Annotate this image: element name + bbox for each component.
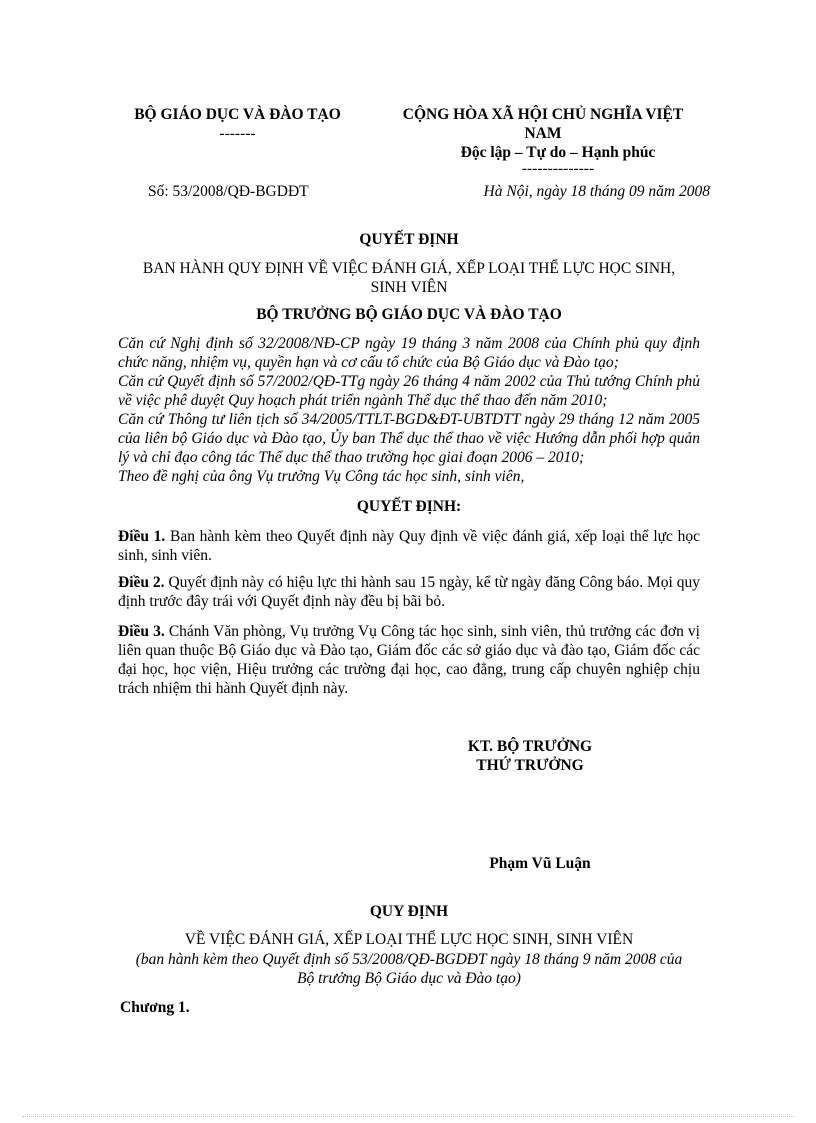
ministry-rule: -------	[219, 125, 256, 142]
preamble	[118, 334, 700, 486]
preamble-clause: Theo đề nghị của ông Vụ trưởng Vụ Công tác học sinh, sinh viên,	[118, 468, 525, 485]
article-text: Chánh Văn phòng, Vụ trưởng Vụ Công tác học sinh, sinh viên, thủ trưởng các đơn vị liên quan thuộc Bộ Giáo dục và Đào tạo, Giám đốc các sở giáo dục và đào tạo, Giám đốc các đại học, học viện, Hiệu trưởng các trường đại học, cao đẳng, trung cấp chuyên nghiệp chịu trách nhiệm thi hành Quyết định này.	[118, 623, 700, 697]
regulation-note-line2: Bộ trưởng Bộ Giáo dục và Đào tạo)	[297, 970, 521, 987]
signer-name: Phạm Vũ Luận	[489, 855, 591, 872]
decision-subject	[118, 259, 700, 297]
republic-name-line2: NAM	[524, 125, 562, 142]
decision-title: QUYẾT ĐỊNH	[359, 231, 459, 248]
decision-subject-line1: BAN HÀNH QUY ĐỊNH VỀ VIỆC ĐÁNH GIÁ, XẾP LOẠI THỂ LỰC HỌC SINH,	[142, 260, 676, 277]
preamble-clause: Căn cứ Nghị định số 32/2008/NĐ-CP ngày 19 tháng 3 năm 2008 của Chính phủ quy định chức năng, nhiệm vụ, quyền hạn và cơ cấu tổ chức của Bộ Giáo dục và Đào tạo;	[118, 335, 700, 371]
regulation-note	[118, 950, 700, 988]
signature-title-line2: THỨ TRƯỞNG	[476, 757, 584, 774]
regulation-subject: VỀ VIỆC ĐÁNH GIÁ, XẾP LOẠI THỂ LỰC HỌC SINH, SINH VIÊN	[184, 931, 634, 948]
preamble-clause: Căn cứ Quyết định số 57/2002/QĐ-TTg ngày 26 tháng 4 năm 2002 của Thủ tướng Chính phủ về việc phê duyệt Quy hoạch phát triển ngành Thể dục thể thao đến năm 2010;	[118, 373, 700, 409]
signature-block	[440, 737, 620, 775]
article-1	[118, 527, 700, 565]
article-2	[118, 573, 700, 611]
ministry-name: BỘ GIÁO DỤC VÀ ĐÀO TẠO	[134, 106, 341, 123]
decides-heading: QUYẾT ĐỊNH:	[356, 498, 462, 515]
issuing-authority: BỘ TRƯỞNG BỘ GIÁO DỤC VÀ ĐÀO TẠO	[256, 306, 562, 323]
document-number: Số: 53/2008/QĐ-BGDĐT	[148, 183, 309, 200]
article-label: Điều 2.	[118, 574, 165, 591]
article-text: Ban hành kèm theo Quyết định này Quy định về việc đánh giá, xếp loại thể lực học sinh, sinh viên.	[118, 528, 701, 564]
article-label: Điều 1.	[118, 528, 166, 545]
issue-date: Hà Nội, ngày 18 tháng 09 năm 2008	[483, 183, 710, 200]
regulation-title: QUY ĐỊNH	[369, 903, 449, 920]
motto-rule: --------------	[521, 160, 595, 177]
issuing-agency-block	[115, 105, 360, 143]
motto: Độc lập – Tự do – Hạnh phúc	[460, 144, 656, 161]
article-label: Điều 3.	[118, 623, 165, 640]
national-motto-block	[378, 105, 708, 175]
decision-subject-line2: SINH VIÊN	[370, 279, 448, 296]
signature-title-line1: KT. BỘ TRƯỞNG	[467, 738, 593, 755]
preamble-clause: Căn cứ Thông tư liên tịch số 34/2005/TTLT-BGD&ĐT-UBTDTT ngày 29 tháng 12 năm 2005 của liên bộ Giáo dục và Đào tạo, Ủy ban Thể dục thể thao về việc Hướng dẫn phối hợp quản lý và chỉ đạo công tác Thể dục thể thao trường học giai đoạn 2006 – 2010;	[118, 411, 700, 466]
article-text: Quyết định này có hiệu lực thi hành sau 15 ngày, kể từ ngày đăng Công báo. Mọi quy định trước đây trái với Quyết định này đều bị bãi bỏ.	[118, 574, 701, 610]
chapter-heading: Chương 1.	[120, 999, 190, 1016]
page-edge-divider	[22, 1116, 794, 1117]
republic-name-line1: CỘNG HÒA XÃ HỘI CHỦ NGHĨA VIỆT	[402, 106, 684, 123]
article-3	[118, 622, 700, 698]
regulation-note-line1: (ban hành kèm theo Quyết định số 53/2008/QĐ-BGDĐT ngày 18 tháng 9 năm 2008 của	[135, 951, 683, 968]
